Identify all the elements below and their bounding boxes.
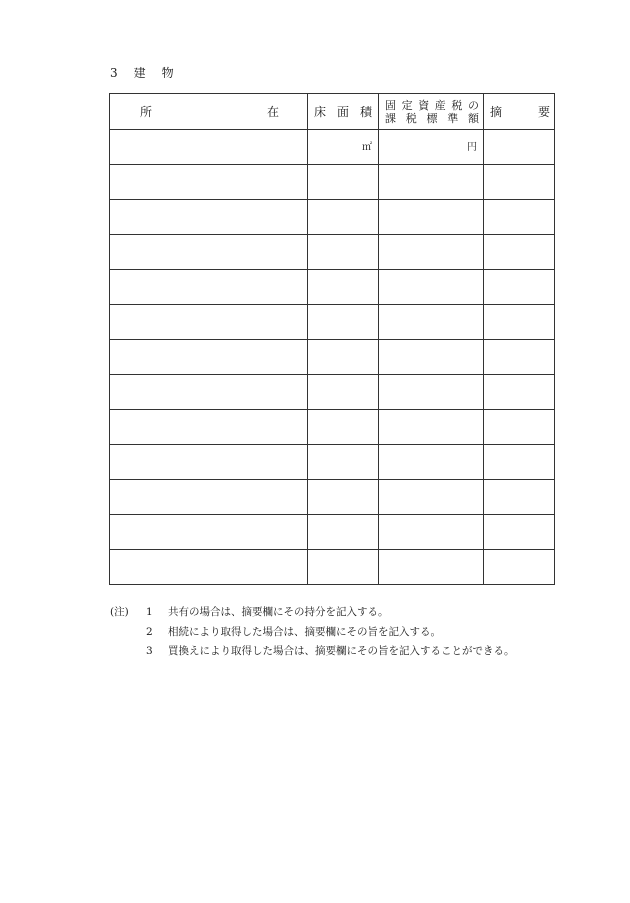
cell-tax-value[interactable] bbox=[379, 200, 484, 235]
section-heading: 3 建 物 bbox=[110, 66, 176, 80]
header-location-char: 所 bbox=[140, 105, 153, 119]
header-area-char: 積 bbox=[359, 105, 372, 119]
cell-remarks[interactable] bbox=[484, 550, 555, 585]
cell-tax-value[interactable] bbox=[379, 480, 484, 515]
unit-yen: 円 bbox=[467, 142, 477, 153]
table-row bbox=[110, 130, 555, 165]
cell-location[interactable] bbox=[110, 410, 308, 445]
unit-square-meter: ㎡ bbox=[362, 142, 372, 153]
cell-floor-area[interactable] bbox=[308, 235, 379, 270]
cell-floor-area[interactable] bbox=[308, 375, 379, 410]
header-remarks-char: 摘 bbox=[490, 105, 503, 119]
header-val-char: 固 bbox=[385, 98, 396, 112]
cell-floor-area[interactable] bbox=[308, 480, 379, 515]
cell-floor-area[interactable] bbox=[308, 165, 379, 200]
header-val-char: 課 bbox=[385, 111, 396, 125]
header-remarks bbox=[484, 94, 555, 130]
cell-floor-area[interactable] bbox=[308, 340, 379, 375]
table-row bbox=[110, 305, 555, 340]
cell-tax-value[interactable] bbox=[379, 340, 484, 375]
cell-floor-area[interactable] bbox=[308, 305, 379, 340]
header-val-char: 定 bbox=[401, 98, 413, 112]
cell-location[interactable] bbox=[110, 270, 308, 305]
header-val-char: 資 bbox=[418, 98, 430, 112]
cell-floor-area[interactable] bbox=[308, 515, 379, 550]
cell-tax-value[interactable] bbox=[379, 270, 484, 305]
cell-tax-value[interactable] bbox=[379, 410, 484, 445]
note-text: 相続により取得した場合は、摘要欄にその旨を記入する。 bbox=[168, 625, 441, 638]
cell-floor-area[interactable] bbox=[308, 270, 379, 305]
cell-remarks[interactable] bbox=[484, 305, 555, 340]
cell-floor-area[interactable] bbox=[308, 410, 379, 445]
table-row bbox=[110, 445, 555, 480]
cell-tax-value[interactable] bbox=[379, 130, 484, 165]
cell-remarks[interactable] bbox=[484, 445, 555, 480]
header-location-char: 在 bbox=[266, 105, 279, 119]
header-area-char: 床 bbox=[314, 105, 327, 119]
cell-location[interactable] bbox=[110, 550, 308, 585]
note-item bbox=[110, 603, 515, 623]
cell-location[interactable] bbox=[110, 515, 308, 550]
cell-tax-value[interactable] bbox=[379, 165, 484, 200]
cell-tax-value[interactable] bbox=[379, 550, 484, 585]
header-val-char: 準 bbox=[447, 111, 459, 125]
table-row bbox=[110, 480, 555, 515]
cell-tax-value[interactable] bbox=[379, 235, 484, 270]
table-row bbox=[110, 515, 555, 550]
cell-floor-area[interactable] bbox=[308, 200, 379, 235]
cell-location[interactable] bbox=[110, 340, 308, 375]
table-row bbox=[110, 550, 555, 585]
note-text: 買換えにより取得した場合は、摘要欄にその旨を記入することができる。 bbox=[168, 645, 515, 657]
note-number: 1 bbox=[146, 606, 153, 618]
cell-remarks[interactable] bbox=[484, 235, 555, 270]
cell-remarks[interactable] bbox=[484, 270, 555, 305]
table-row bbox=[110, 165, 555, 200]
cell-remarks[interactable] bbox=[484, 340, 555, 375]
cell-tax-value[interactable] bbox=[379, 375, 484, 410]
header-val-char: の bbox=[467, 98, 479, 112]
note-item bbox=[110, 623, 515, 643]
header-val-char: 税 bbox=[405, 111, 417, 125]
notes bbox=[110, 603, 515, 662]
table-row bbox=[110, 235, 555, 270]
cell-remarks[interactable] bbox=[484, 200, 555, 235]
note-item bbox=[110, 642, 515, 662]
note-number: 3 bbox=[146, 645, 153, 657]
header-val-char: 額 bbox=[468, 111, 479, 125]
cell-remarks[interactable] bbox=[484, 515, 555, 550]
cell-floor-area[interactable] bbox=[308, 130, 379, 165]
header-val-char: 標 bbox=[426, 111, 438, 125]
cell-location[interactable] bbox=[110, 165, 308, 200]
cell-location[interactable] bbox=[110, 375, 308, 410]
cell-location[interactable] bbox=[110, 480, 308, 515]
cell-remarks[interactable] bbox=[484, 480, 555, 515]
cell-location[interactable] bbox=[110, 235, 308, 270]
cell-location[interactable] bbox=[110, 130, 308, 165]
cell-location[interactable] bbox=[110, 200, 308, 235]
header-val-char: 税 bbox=[451, 98, 463, 112]
note-number: 2 bbox=[146, 625, 153, 638]
cell-floor-area[interactable] bbox=[308, 445, 379, 480]
header-tax-value bbox=[379, 94, 484, 130]
table-row bbox=[110, 375, 555, 410]
table-header-row bbox=[110, 94, 555, 130]
cell-tax-value[interactable] bbox=[379, 445, 484, 480]
building-table bbox=[109, 93, 555, 585]
cell-floor-area[interactable] bbox=[308, 550, 379, 585]
cell-tax-value[interactable] bbox=[379, 305, 484, 340]
cell-location[interactable] bbox=[110, 445, 308, 480]
header-area-char: 面 bbox=[336, 105, 349, 119]
cell-remarks[interactable] bbox=[484, 165, 555, 200]
cell-location[interactable] bbox=[110, 305, 308, 340]
header-val-char: 産 bbox=[434, 98, 446, 112]
cell-remarks[interactable] bbox=[484, 375, 555, 410]
header-location bbox=[110, 94, 308, 130]
table-row bbox=[110, 410, 555, 445]
header-floor-area bbox=[308, 94, 379, 130]
table-row bbox=[110, 270, 555, 305]
note-text: 共有の場合は、摘要欄にその持分を記入する。 bbox=[168, 606, 389, 618]
header-remarks-char: 要 bbox=[537, 105, 550, 119]
cell-remarks[interactable] bbox=[484, 130, 555, 165]
cell-tax-value[interactable] bbox=[379, 515, 484, 550]
notes-prefix: (注) bbox=[110, 606, 129, 618]
table-row bbox=[110, 340, 555, 375]
table-row bbox=[110, 200, 555, 235]
cell-remarks[interactable] bbox=[484, 410, 555, 445]
